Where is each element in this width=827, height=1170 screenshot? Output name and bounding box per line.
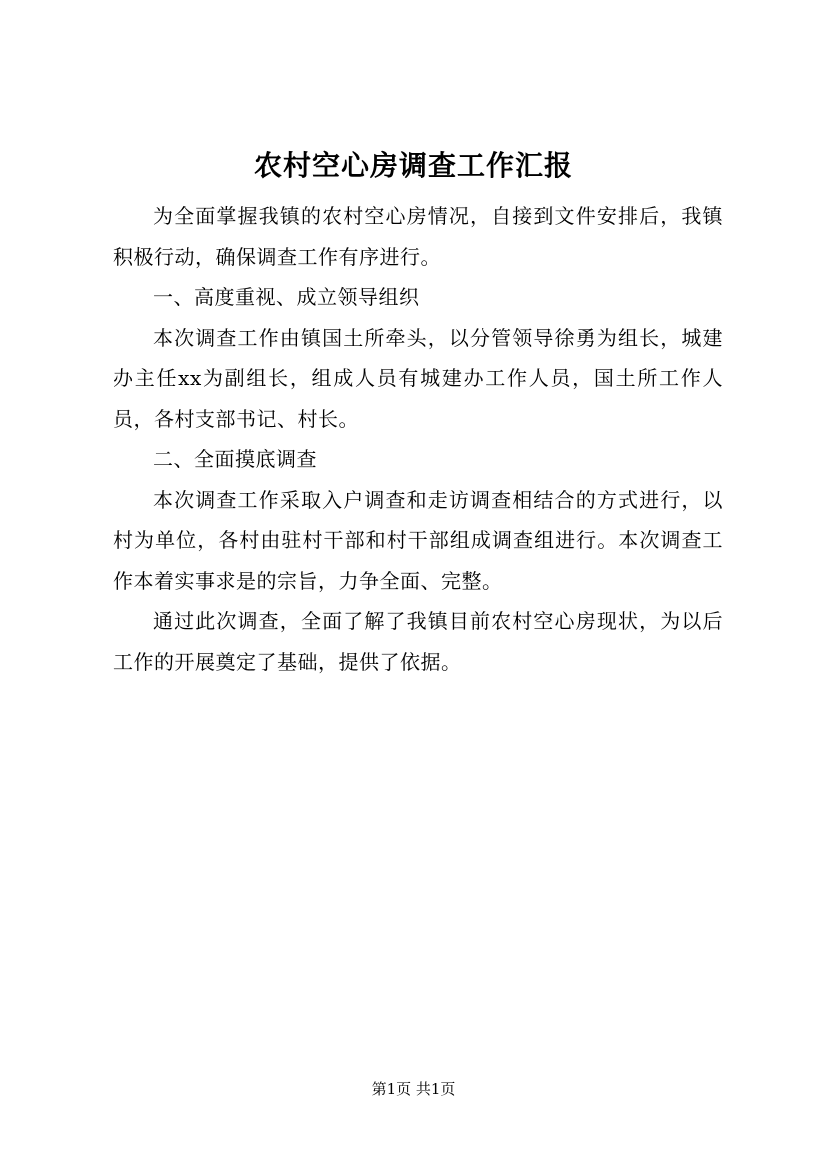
section-2-paragraph: 本次调查工作采取入户调查和走访调查相结合的方式进行，以村为单位，各村由驻村干部和村干部组成调查组进行。本次调查工作本着实事求是的宗旨，力争全面、完整。 (113, 487, 723, 593)
conclusion-paragraph: 通过此次调查，全面了解了我镇目前农村空心房现状，为以后工作的开展奠定了基础，提供了依据。 (113, 609, 723, 674)
intro-paragraph: 为全面掌握我镇的农村空心房情况，自接到文件安排后，我镇积极行动，确保调查工作有序进行。 (113, 204, 723, 269)
document-body (113, 196, 723, 682)
page-number-footer: 第1页 共1页 (371, 1080, 456, 1098)
document-title: 农村空心房调查工作汇报 (253, 149, 573, 182)
section-heading-2: 二、全面摸底调查 (153, 447, 317, 471)
section-heading-1: 一、高度重视、成立领导组织 (153, 285, 420, 309)
section-1-paragraph: 本次调查工作由镇国土所牵头，以分管领导徐勇为组长，城建办主任xx为副组长，组成人员有城建办工作人员，国土所工作人员，各村支部书记、村长。 (113, 325, 723, 431)
